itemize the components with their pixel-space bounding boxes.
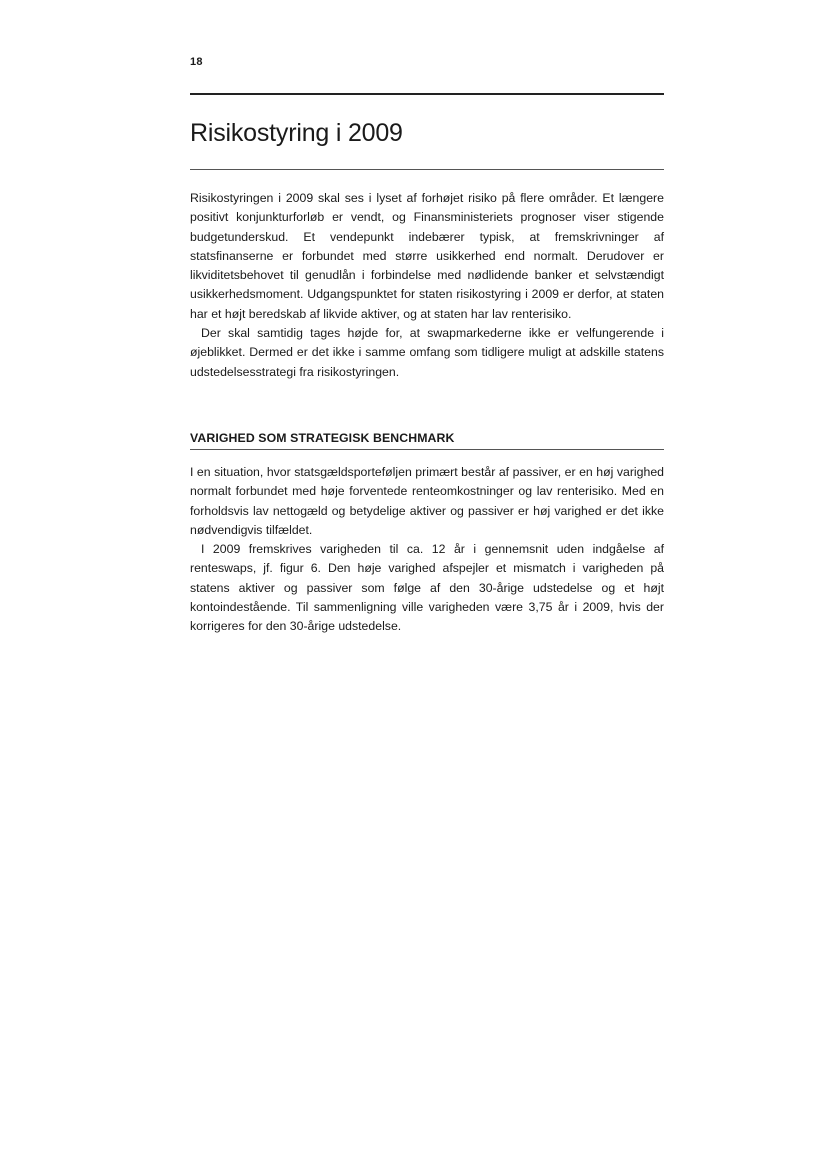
section-heading: VARIGHED SOM STRATEGISK BENCHMARK [190,431,455,445]
intro-paragraph-1: Risikostyringen i 2009 skal ses i lyset af forhøjet risiko på flere områder. Et længere positivt konjunkturforløb er vendt, og Finansministeriets prognoser viser stigende budgetunderskud. Et vendepunkt indebærer typisk, at fremskrivninger af statsfinanserne er forbundet med større usikkerhed end normalt. Derudover er likviditetsbehovet til genudlån i forbindelse med nødlidende banker et selvstændigt usikkerhedsmoment. Udgangspunktet for staten risikostyring i 2009 er derfor, at staten har et højt beredskab af likvide aktiver, og at staten har lav renterisiko. [190,191,664,321]
title-rule [190,169,664,170]
section-paragraph-2: I 2009 fremskrives varigheden til ca. 12 år i gennemsnit uden indgåelse af renteswaps, jf. figur 6. Den høje varighed afspejler et mismatch i varigheden på statens aktiver og passiver som følge af den 30-årige udstedelse og et højt kontoindestående. Til sammenligning ville varigheden være 3,75 år i 2009, hvis der korrigeres for den 30-årige udstedelse. [190,542,664,634]
section-text [190,463,664,637]
section-paragraph-1: I en situation, hvor statsgældsporteføljen primært består af passiver, er en høj varighed normalt forbundet med høje forventede renteomkostninger og lav renterisiko. Med en forholdsvis lav nettogæld og betydelige aktiver og passiver er høj varighed er det ikke nødvendigvis tilfældet. [190,465,664,537]
section-rule [190,449,664,450]
intro-paragraph-2: Der skal samtidig tages højde for, at swapmarkederne ikke er velfungerende i øjeblikket. Dermed er det ikke i samme omfang som tidligere muligt at adskille statens udstedelsesstrategi fra risikostyringen. [190,326,664,379]
chapter-title: Risikostyring i 2009 [190,119,403,147]
header-rule [190,93,664,95]
page-number: 18 [190,56,203,68]
intro-text [190,189,664,382]
